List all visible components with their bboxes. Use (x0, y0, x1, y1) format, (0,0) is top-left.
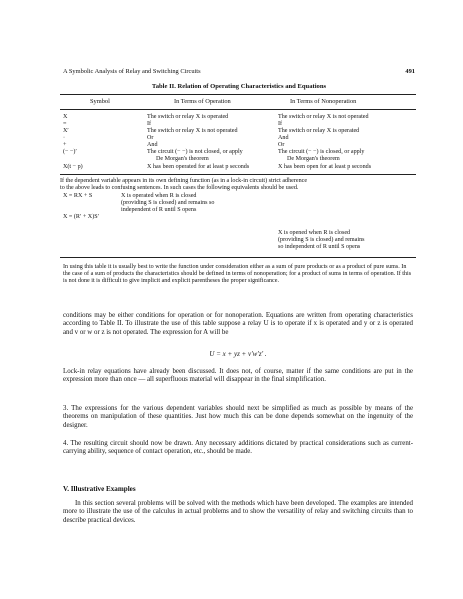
table-header-nonoperation: In Terms of Nonoperation (290, 98, 357, 105)
body-paragraph: 3. The expressions for the various dependent variables should next be simplified as much as possible by means of the theorems on manipulation of these quantities. Just how much this can be done depends somewhat on the ingenuity of the designer. (63, 405, 413, 429)
row-nonoperation: X has been open for at least p seconds (278, 164, 372, 170)
row-symbol: = (63, 121, 67, 127)
row-operation-line2: De Morgan's theorem (156, 156, 209, 163)
equivalent-operation (121, 193, 261, 214)
equivalent-nonoperation (278, 230, 413, 251)
row-nonoperation-line1: The circuit (− −) is closed, or apply (278, 149, 365, 155)
row-operation: Or (147, 135, 154, 141)
row-nonoperation: Or (278, 142, 285, 148)
row-operation: If (147, 121, 152, 127)
table-note (60, 178, 416, 192)
table-header-symbol: Symbol (90, 98, 110, 105)
equivalent-line: (providing S is closed) and remains so (121, 200, 215, 207)
row-symbol: (− −)′ (63, 149, 77, 155)
equivalent-equation: X = (R′ + X)S′ (63, 214, 99, 220)
row-operation: And (147, 142, 158, 148)
table-note-line: If the dependent variable appears in its own defining function (as in a lock-in circuit) strict adherence (60, 178, 308, 184)
equivalent-line: X is operated when R is closed (121, 193, 197, 199)
row-operation: X has been operated for at least p seconds (147, 164, 250, 170)
page-number: 491 (405, 68, 415, 75)
row-nonoperation: If (278, 121, 283, 127)
equivalent-line: so independent of R until S opens (278, 244, 361, 251)
equivalent-line: X is opened when R is closed (278, 230, 351, 236)
running-title: A Symbolic Analysis of Relay and Switching Circuits (63, 68, 201, 75)
row-nonoperation: The switch or relay X is not operated (278, 114, 369, 120)
table-top-rule (60, 94, 416, 95)
row-symbol: + (63, 142, 67, 148)
equation: U = x + yz + v′w′z′ . (209, 350, 267, 358)
row-nonoperation: And (278, 135, 289, 141)
table-mid-rule (60, 174, 416, 175)
row-nonoperation: The switch or relay X is operated (278, 128, 360, 134)
body-paragraph: 4. The resulting circuit should now be drawn. Any necessary additions dictated by practical considerations such as current-carrying ability, sequence of contact operation, etc., should be made. (63, 440, 413, 456)
row-nonoperation-line2: De Morgan's theorem (287, 156, 340, 163)
row-symbol: X′ (63, 128, 69, 134)
running-header (63, 68, 415, 75)
equivalent-line: independent of R until S opens (121, 207, 197, 214)
table-header-operation: In Terms of Operation (174, 98, 231, 105)
row-symbol: X(t − p) (63, 164, 83, 170)
row-symbol: X (63, 114, 68, 120)
row-operation (147, 149, 272, 163)
table-header-rule (60, 109, 416, 110)
table-note-line: to the above leads to confusing sentences. In such cases the following equivalents should be used. (60, 185, 299, 192)
row-symbol: · (63, 135, 66, 141)
row-operation: The switch or relay X is operated (147, 114, 229, 120)
section-heading: V. Illustrative Examples (63, 485, 136, 493)
row-operation: The switch or relay X is not operated (147, 128, 238, 134)
row-operation-line1: The circuit (− −) is not closed, or apply (147, 149, 243, 155)
table-bottom-rule (60, 257, 416, 258)
table-footnote: In using this table it is usually best to write the function under consideration either as a sum of pure products or as a product of pure sums. In the case of a sum of products the characteristics should be defined in terms of nonoperation; for a product of sums in terms of operation. If this is not done it is difficult to give implicit and explicit parentheses the proper significance. (63, 264, 412, 285)
table-title: Table II. Relation of Operating Characteristics and Equations (151, 83, 327, 90)
equivalent-line: (providing S is closed) and remains (278, 237, 365, 244)
equivalent-equation: X = RX + S (63, 193, 93, 199)
body-paragraph: In this section several problems will be solved with the methods which have been developed. The examples are intended more to illustrate the use of the calculus in actual problems and to show the versatility of relay and switching circuits than to describe practical devices. (63, 500, 413, 524)
row-nonoperation (278, 149, 413, 163)
body-paragraph: conditions may be either conditions for operation or for nonoperation. Equations are written from operating characteristics according to Table II. To illustrate the use of this table suppose a relay U is to operate if x is operated and y or z is operated and v or w or z is not operated. The expression for A will be (63, 312, 413, 336)
body-paragraph: Lock-in relay equations have already been discussed. It does not, of course, matter if the same conditions are put in the expression more than once — all superfluous material will disappear in the final simplification. (63, 368, 413, 384)
